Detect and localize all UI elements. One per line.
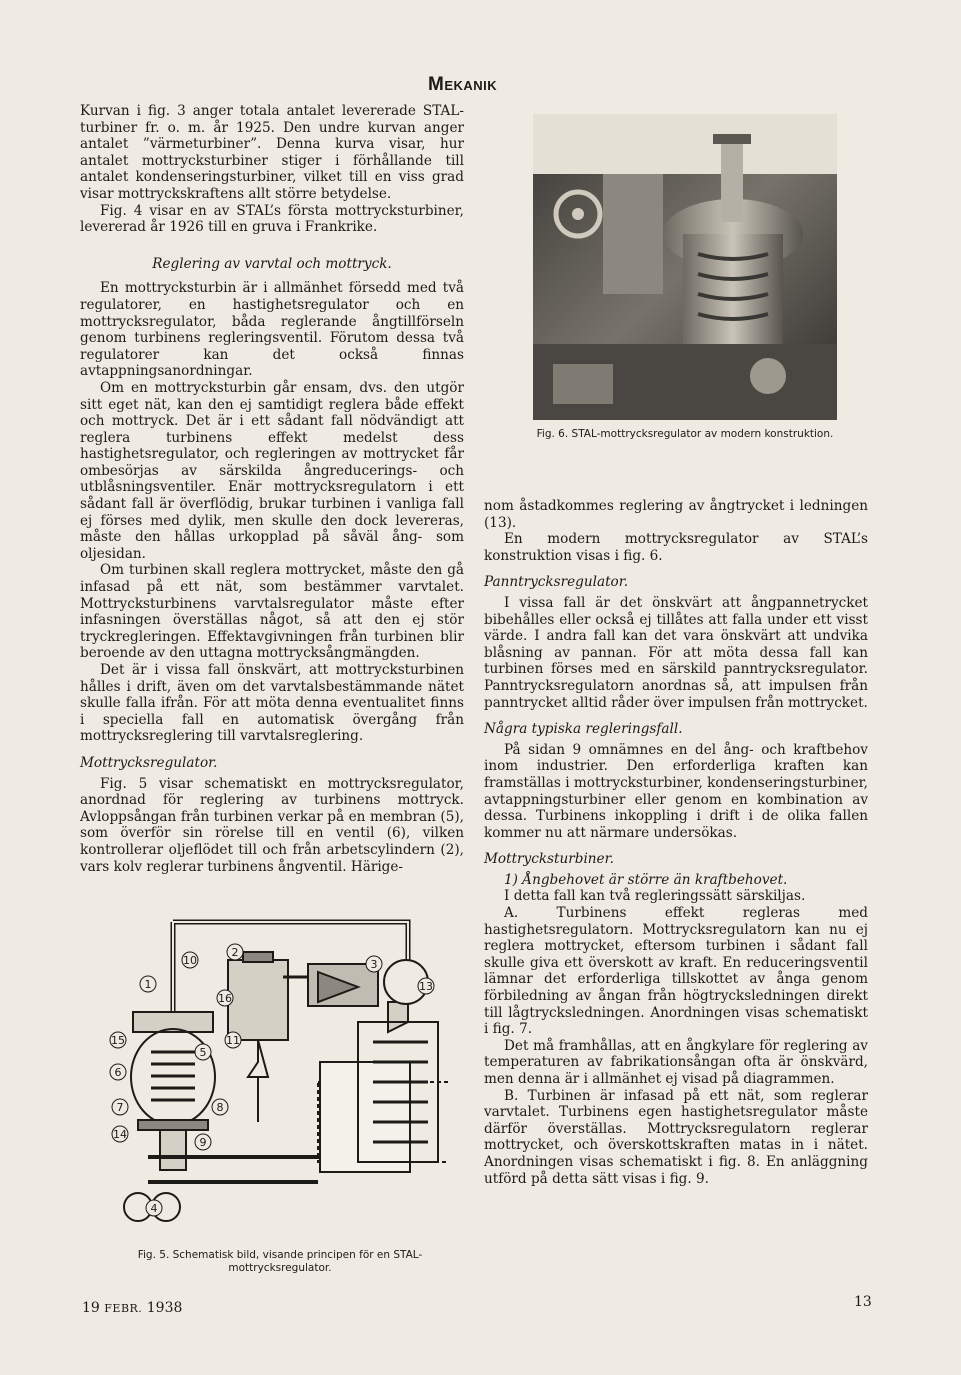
footer-day: 19 bbox=[82, 1300, 100, 1316]
section-header: Mekanik bbox=[428, 74, 498, 95]
footer-month: FEBR. bbox=[104, 1302, 143, 1315]
paragraph: I vissa fall är det önskvärt att ångpannetrycket bibehålles eller också ej tillåtes att falla under ett visst värde. I andra fall kan det vara önskvärt att undvika blåsning av pannan. För att möta dessa fall kan turbinen förses med en särskild panntrycksregulator. Panntrycksregulatorn anordnas så, att impulsen från panntrycket alltid råder över impulsen från mottrycket. bbox=[484, 594, 868, 711]
paragraph: På sidan 9 omnämnes en del ång- och kraftbehov inom industrier. Den erforderliga kraften kan framställas i mottrycksturbiner, kondenseringsturbiner, avtappningsturbiner eller genom en kombination av dessa. Turbinens inkoppling i drift i de olika fallen kommer nu att närmare undersökas. bbox=[484, 741, 868, 841]
paragraph: nom åstadkommes reglering av ångtrycket i ledningen (13). bbox=[484, 498, 868, 531]
fig5-caption: Fig. 5. Schematisk bild, visande principen för en STAL-mottrycksregulator. bbox=[137, 1249, 423, 1274]
fig5-label: 11 bbox=[226, 1034, 240, 1047]
right-column bbox=[484, 498, 868, 1187]
paragraph: Det är i vissa fall önskvärt, att mottrycksturbinen hålles i drift, även om det varvtalsbestämmande nätet skulle falla ifrån. För att möta denna eventualitet finns i speciella fall en automatisk övergång från mottrycksreglering till varvtalsreglering. bbox=[80, 662, 464, 745]
paragraph: Om en mottrycksturbin går ensam, dvs. den utgör sitt eget nät, kan den ej samtidigt reglera både effekt och mottryck. Det är i ett sådant fall nödvändigt att reglera turbinens effekt medelst dess hastighetsregulator, och regleringen av mottrycket får ombesörjas av särskilda ångreducerings- och utblåsningsventiler. Enär mottrycksregulatorn i ett sådant fall är överflödig, brukar turbinen i vanliga fall ej förses med dylik, men skulle den dock levereras, måste den hållas urkopplad på såväl ång- som oljesidan. bbox=[80, 379, 464, 562]
fig5-label: 1 bbox=[144, 978, 152, 991]
paragraph: En mottrycksturbin är i allmänhet försedd med två regulatorer, en hastighetsregulator och en mottrycksregulator, båda reglerande ångtillförseln genom turbinens regleringsventil. Förutom dessa två regulatorer kan det också finnas avtappningsanordningar. bbox=[80, 280, 464, 380]
fig5-label: 9 bbox=[199, 1136, 207, 1149]
section-heading: Panntrycksregulator. bbox=[484, 574, 629, 591]
fig5-label: 5 bbox=[199, 1046, 207, 1059]
left-column bbox=[80, 103, 464, 875]
fig5-label: 16 bbox=[218, 992, 232, 1005]
fig5-label: 13 bbox=[419, 980, 433, 993]
paragraph: Om turbinen skall reglera mottrycket, måste den gå infasad på ett nät, som bestämmer varvtalet. Mottrycksturbinens varvtalsregulator måste efter infasningen överställas något, så att den ej stör tryckregleringen. Effektavgivningen från turbinen blir beroende av den uttagna mottrycksångmängden. bbox=[80, 562, 464, 662]
fig5-label: 7 bbox=[116, 1101, 124, 1114]
paragraph: 1) Ångbehovet är större än kraftbehovet. bbox=[504, 871, 788, 888]
fig5-label: 15 bbox=[111, 1034, 125, 1047]
footer-year: 1938 bbox=[146, 1300, 183, 1316]
paragraph: I detta fall kan två regleringssätt särskiljas. bbox=[504, 888, 806, 905]
fig5-label: 3 bbox=[370, 958, 378, 971]
paragraph: En modern mottrycksregulator av STAL’s konstruktion visas i fig. 6. bbox=[484, 531, 868, 564]
section-heading: Några typiska regleringsfall. bbox=[484, 721, 683, 738]
fig6-caption: Fig. 6. STAL-mottrycksregulator av modern konstruktion. bbox=[536, 428, 834, 440]
fig5-label: 2 bbox=[231, 946, 239, 959]
fig5-label: 14 bbox=[113, 1128, 127, 1141]
page-number: 13 bbox=[854, 1294, 872, 1310]
footer-date bbox=[82, 1300, 182, 1316]
paragraph: Det må framhållas, att en ångkylare för reglering av temperaturen av fabrikationsångan ofta är önskvärd, men denna är i allmänhet ej visad på diagrammen. bbox=[484, 1037, 868, 1087]
section-heading: Mottrycksturbiner. bbox=[484, 851, 614, 868]
section-heading: Reglering av varvtal och mottryck. bbox=[152, 255, 392, 272]
paragraph: A. Turbinens effekt regleras med hastighetsregulatorn. Mottrycksregulatorn kan nu ej reglera mottrycket, eftersom turbinen i sådant fall skulle giva ett överskott av kraft. En reduceringsventil lämnar det erforderliga tillskottet av ånga genom förbiledning av ångan från högtrycksledningen direkt till lågtrycksledningen. Anordningen visas schematiskt i fig. 7. bbox=[484, 905, 868, 1038]
fig5-diagram bbox=[108, 912, 448, 1242]
paragraph: Kurvan i fig. 3 anger totala antalet levererade STAL-turbiner fr. o. m. år 1925. Den undre kurvan anger antalet ”värmeturbiner”. Denna kurva visar, hur antalet mottrycksturbiner stiger i förhållande till antalet kondenseringsturbiner, vilket till en viss grad visar mottryckskraftens allt större betydelse. bbox=[80, 103, 464, 202]
fig5-label: 10 bbox=[183, 954, 197, 967]
section-heading: Mottrycksregulator. bbox=[80, 754, 218, 771]
fig5-label: 6 bbox=[114, 1066, 122, 1079]
fig5-label: 8 bbox=[216, 1101, 224, 1114]
paragraph: B. Turbinen är infasad på ett nät, som reglerar varvtalet. Turbinens egen hastighetsregulator måste därför överställas. Mottrycksregulatorn reglerar mottrycket, och överskottskraften matas in i nätet. Anordningen visas schematiskt i fig. 8. En anläggning utförd på detta sätt visas i fig. 9. bbox=[484, 1087, 868, 1187]
fig5-label: 4 bbox=[150, 1202, 158, 1215]
paragraph: Fig. 5 visar schematiskt en mottrycksregulator, anordnad för reglering av turbinens mottryck. Avloppsångan från turbinen verkar på en membran (5), som överför sin rörelse till en ventil (6), vilken kontrollerar oljeflödet till och från arbetscylindern (2), vars kolv reglerar turbinens ångventil. Härige- bbox=[80, 775, 464, 875]
fig6-photo bbox=[533, 114, 837, 420]
paragraph: Fig. 4 visar en av STAL’s första mottrycksturbiner, levererad år 1926 till en gruva i Frankrike. bbox=[80, 202, 464, 236]
